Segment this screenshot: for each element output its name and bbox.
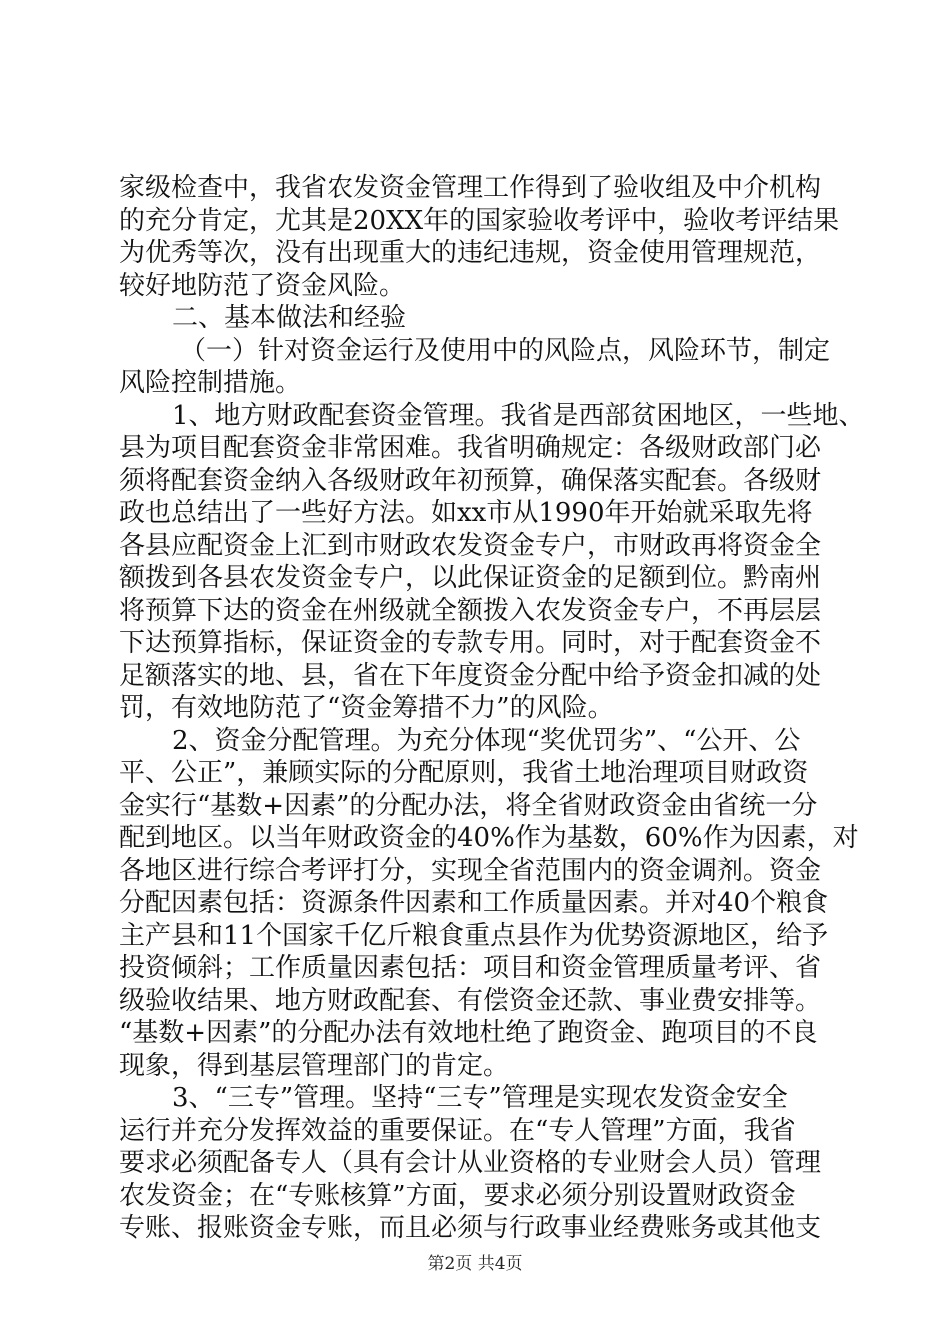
text-line: 风险控制措施。 [119, 368, 302, 398]
text-line: 配到地区。以当年财政资金的40%作为基数，60%作为因素，对 [119, 823, 859, 853]
text-line: 级验收结果、地方财政配套、有偿资金还款、事业费安排等。 [119, 985, 822, 1016]
text-line: 现象，得到基层管理部门的肯定。 [119, 1050, 510, 1081]
text-line: 将预算下达的资金在州级就全额拨入农发资金专户，不再层层 [119, 595, 822, 626]
text-line: 额拨到各县农发资金专户，以此保证资金的足额到位。黔南州 [119, 563, 822, 593]
text-line: 的充分肯定，尤其是20XX年的国家验收考评中，验收考评结果 [119, 205, 840, 236]
text-line: 为优秀等次，没有出现重大的违纪违规，资金使用管理规范， [119, 238, 822, 268]
text-line: 家级检查中，我省农发资金管理工作得到了验收组及中介机构 [119, 173, 822, 203]
section-heading: 二、基本做法和经验 [172, 303, 407, 333]
text-line: 各县应配资金上汇到市财政农发资金专户，市财政再将资金全 [119, 530, 822, 561]
text-line: 3、“三专”管理。坚持“三专”管理是实现农发资金安全 [172, 1083, 788, 1113]
text-line: 下达预算指标，保证资金的专款专用。同时，对于配套资金不 [119, 628, 822, 658]
text-line: 县为项目配套资金非常困难。我省明确规定：各级财政部门必 [119, 433, 822, 463]
text-line: 平、公正”，兼顾实际的分配原则，我省土地治理项目财政资 [119, 758, 809, 788]
page-footer: 第2页 共4页 [427, 1253, 523, 1274]
text-line: 运行并充分发挥效益的重要保证。在“专人管理”方面，我省 [119, 1115, 796, 1146]
text-line: “基数+因素”的分配办法有效地杜绝了跑资金、跑项目的不良 [119, 1018, 818, 1048]
text-line: 2、资金分配管理。为充分体现“奖优罚劣”、“公开、公 [172, 725, 801, 756]
text-line: 专账、报账资金专账，而且必须与行政事业经费账务或其他支 [119, 1213, 822, 1243]
subsection-heading: （一）针对资金运行及使用中的风险点，风险环节，制定 [180, 335, 831, 366]
text-line: 1、地方财政配套资金管理。我省是西部贫困地区，一些地、 [172, 400, 865, 431]
text-line: 金实行“基数+因素”的分配办法，将全省财政资金由省统一分 [119, 790, 818, 821]
text-line: 各地区进行综合考评打分，实现全省范围内的资金调剂。资金 [119, 855, 822, 886]
text-line: 分配因素包括：资源条件因素和工作质量因素。并对40个粮食 [119, 888, 829, 918]
text-line: 农发资金；在“专账核算”方面，要求必须分别设置财政资金 [119, 1180, 796, 1211]
text-line: 较好地防范了资金风险。 [119, 270, 406, 301]
text-line: 投资倾斜；工作质量因素包括：项目和资金管理质量考评、省 [119, 953, 822, 983]
text-line: 须将配套资金纳入各级财政年初预算，确保落实配套。各级财 [119, 465, 822, 496]
text-line: 罚，有效地防范了“资金筹措不力”的风险。 [119, 693, 614, 723]
text-line: 主产县和11个国家千亿斤粮食重点县作为优势资源地区，给予 [119, 920, 829, 951]
text-line: 政也总结出了一些好方法。如xx市从1990年开始就采取先将 [119, 498, 813, 528]
text-line: 要求必须配备专人（具有会计从业资格的专业财会人员）管理 [119, 1148, 822, 1178]
text-line: 足额落实的地、县，省在下年度资金分配中给予资金扣减的处 [119, 660, 822, 691]
